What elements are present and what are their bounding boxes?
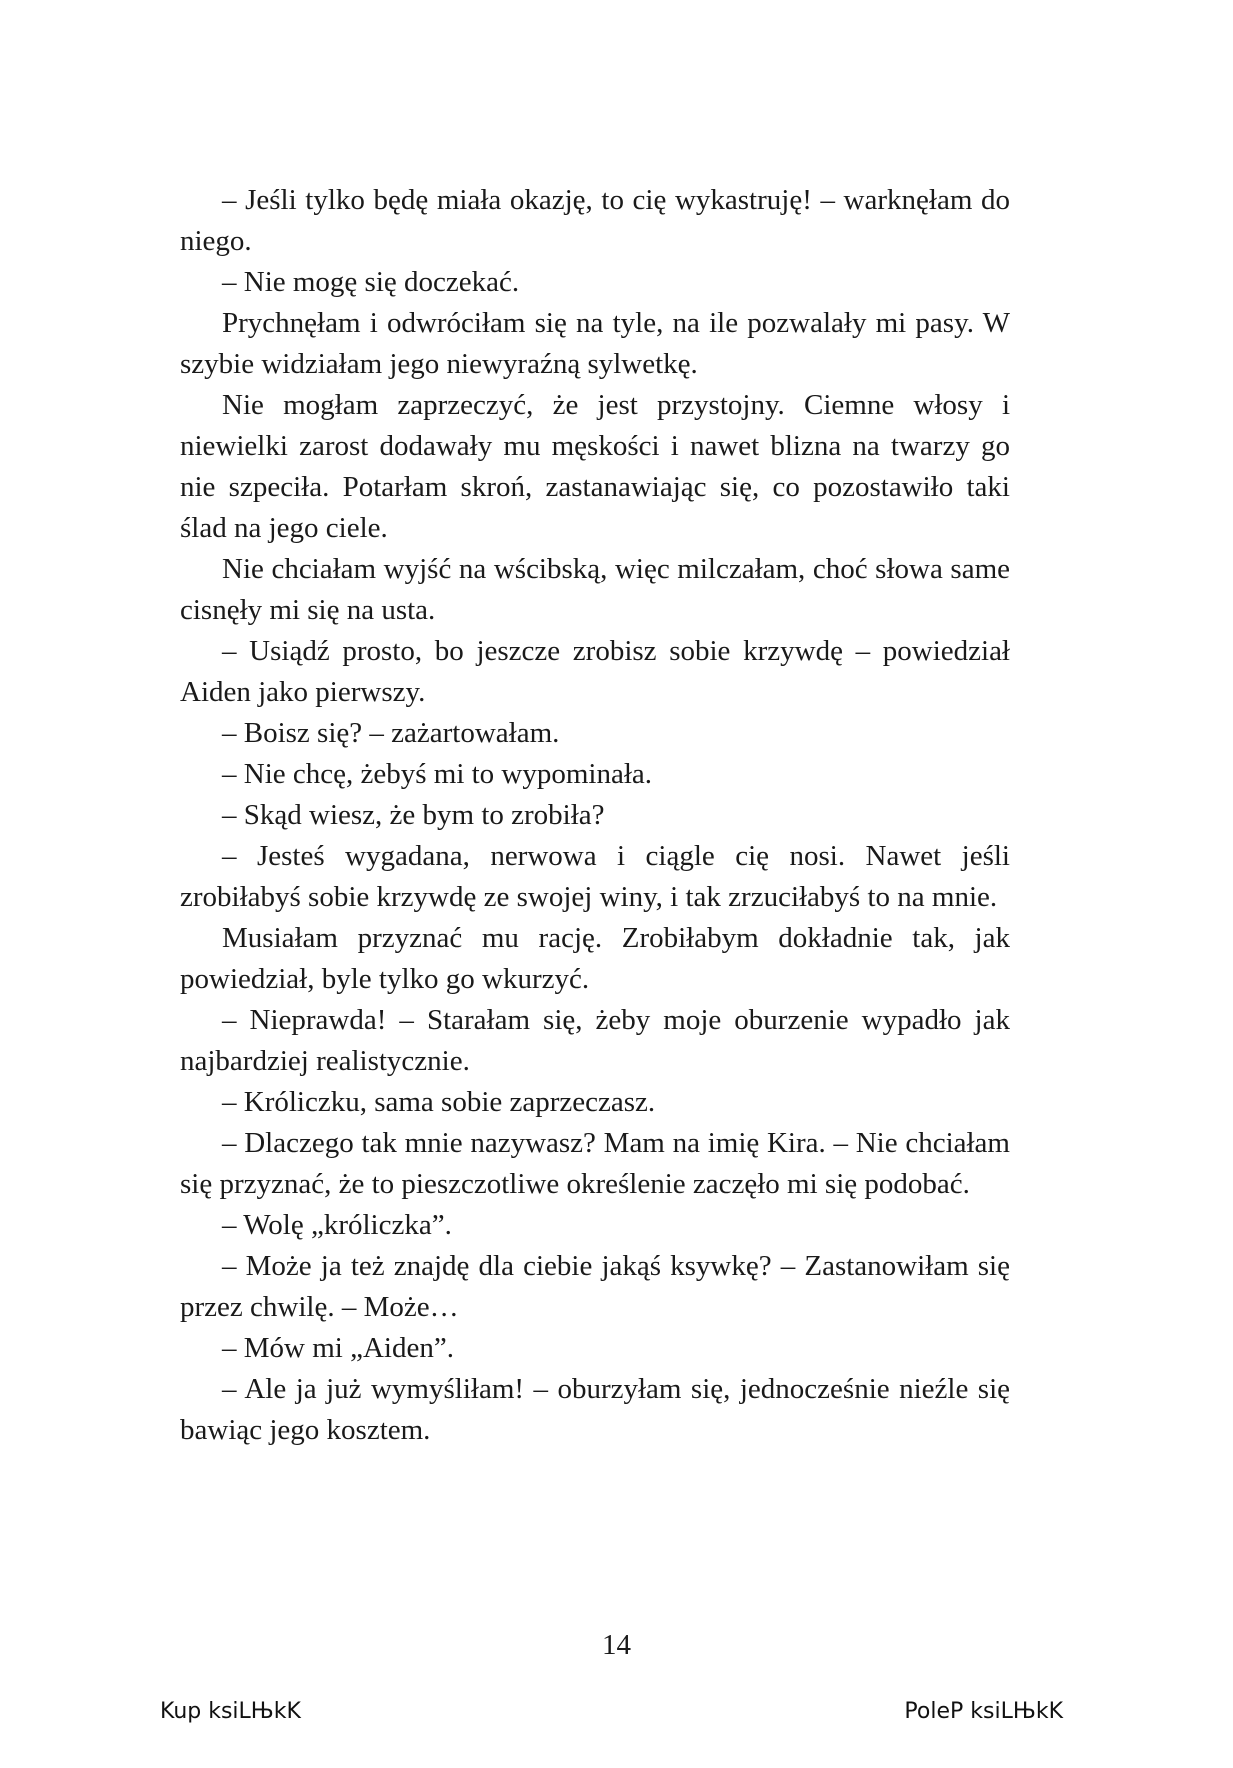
paragraph: – Wolę „króliczka”. [222, 1209, 452, 1241]
book-page-text [180, 180, 1010, 1451]
paragraph: Nie mogłam zaprzeczyć, że jest przystojny. Ciemne włosy i niewielki zarost dodawały mu męskości i nawet blizna na twarzy go nie szpeciła. Potarłam skroń, zastanawiając się, co pozostawiło taki ślad na jego ciele. [180, 389, 1010, 544]
paragraph: – Nie chcę, żebyś mi to wypominała. [222, 758, 653, 790]
paragraph: – Usiądź prosto, bo jeszcze zrobisz sobie krzywdę – powiedział Aiden jako pierwszy. [180, 635, 1010, 708]
paragraph: – Boisz się? – zażartowałam. [222, 717, 560, 749]
paragraph: – Ale ja już wymyśliłam! – oburzyłam się, jednocześnie nieźle się bawiąc jego kosztem. [180, 1373, 1010, 1446]
paragraph: Prychnęłam i odwróciłam się na tyle, na ile pozwalały mi pasy. W szybie widziałam jego niewyraźną sylwetkę. [180, 307, 1010, 380]
recommend-book-link[interactable]: PoleP ksiLЊkK [904, 1699, 1063, 1724]
paragraph: – Mów mi „Aiden”. [222, 1332, 454, 1364]
paragraph: – Dlaczego tak mnie nazywasz? Mam na imię Kira. – Nie chciałam się przyznać, że to pieszczotliwe określenie zaczęło mi się podobać. [180, 1127, 1010, 1200]
paragraph: – Jeśli tylko będę miała okazję, to cię wykastruję! – warknęłam do niego. [180, 184, 1010, 257]
paragraph: – Może ja też znajdę dla ciebie jakąś ksywkę? – Zastanowiłam się przez chwilę. – Może… [180, 1250, 1010, 1323]
paragraph: – Króliczku, sama sobie zaprzeczasz. [222, 1086, 656, 1118]
buy-book-link[interactable]: Kup ksiLЊkK [160, 1699, 301, 1724]
paragraph: – Jesteś wygadana, nerwowa i ciągle cię nosi. Nawet jeśli zrobiłabyś sobie krzywdę ze swojej winy, i tak zrzuciłabyś to na mnie. [180, 840, 1010, 913]
paragraph: Musiałam przyznać mu rację. Zrobiłabym dokładnie tak, jak powiedział, byle tylko go wkurzyć. [180, 922, 1010, 995]
paragraph: Nie chciałam wyjść na wścibską, więc milczałam, choć słowa same cisnęły mi się na usta. [180, 553, 1010, 626]
paragraph: – Skąd wiesz, że bym to zrobiła? [222, 799, 605, 831]
paragraph: – Nie mogę się doczekać. [222, 266, 520, 298]
paragraph: – Nieprawda! – Starałam się, żeby moje oburzenie wypadło jak najbardziej realistycznie. [180, 1004, 1010, 1077]
page-number: 14 [602, 1629, 631, 1661]
